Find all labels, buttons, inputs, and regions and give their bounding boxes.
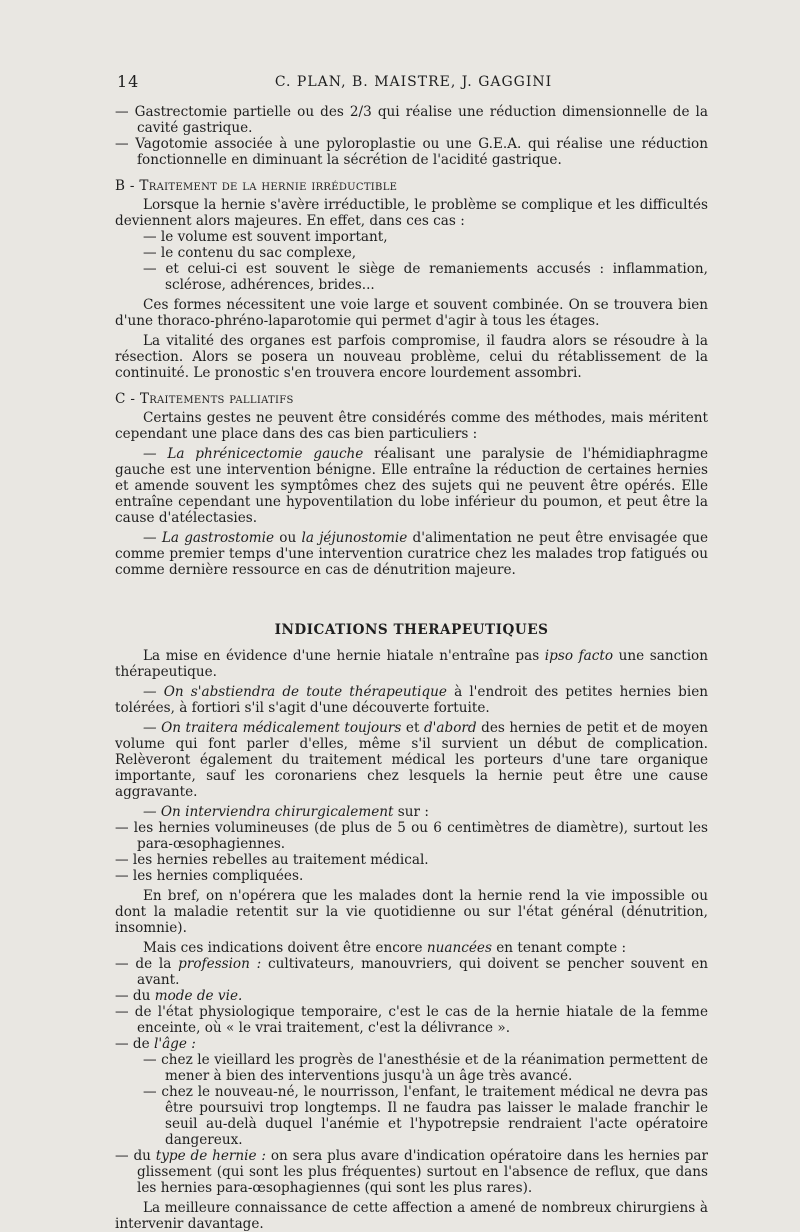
text-run: une sanction thérapeutique. [115, 648, 708, 680]
paragraph [115, 684, 708, 716]
text-run: à l'endroit des petites hernies bien tolérées, à fortiori s'il s'agit d'une découverte fortuite. [115, 684, 708, 716]
sub-list-item: — chez le nouveau-né, le nourrisson, l'enfant, le traitement médical ne devra pas être poursuivi trop longtemps. Il ne faudra pas laisser le malade franchir le seuil au-delà duquel l'anémie et l'hypotrepsie rendraient l'acte opératoire dangereux. [143, 1084, 708, 1148]
intro-item: — Vagotomie associée à une pyloroplastie ou une G.E.A. qui réalise une réduction fonctionnelle en diminuant la sécrétion de l'acidité gastrique. [115, 136, 708, 168]
text-run: sur : [393, 804, 429, 820]
text-run: Mais ces indications doivent être encore [143, 940, 427, 956]
text-run: — du [115, 1148, 156, 1164]
emphasis: type de hernie : [155, 1148, 266, 1164]
paragraph: La vitalité des organes est parfois compromise, il faudra alors se résoudre à la résection. Alors se posera un nouveau problème, celui du rétablissement de la continuité. Le pronostic s'en trouvera encore lourdement assombri. [115, 333, 708, 381]
list-item [115, 1148, 708, 1196]
emphasis: ipso facto [544, 648, 614, 664]
text-run: — de la [115, 956, 179, 972]
emphasis: mode de vie. [154, 988, 243, 1004]
text-run: en tenant compte : [491, 940, 627, 956]
section-title: INDICATIONS THERAPEUTIQUES [274, 622, 549, 638]
section-b-heading: B - Traitement de la hernie irréductible [115, 178, 398, 194]
text-run: — du [115, 988, 155, 1004]
emphasis: — On s'abstiendra de toute thérapeutique [143, 684, 447, 700]
emphasis: nuancées [426, 940, 492, 956]
intro-item: — Gastrectomie partielle ou des 2/3 qui réalise une réduction dimensionnelle de la cavité gastrique. [115, 104, 708, 136]
paragraph [115, 648, 708, 680]
list-item [115, 956, 708, 988]
list-item: — le volume est souvent important, [143, 229, 388, 245]
emphasis: l'âge : [153, 1036, 196, 1052]
emphasis: — On interviendra chirurgicalement [143, 804, 394, 820]
text-run: on sera plus avare d'indication opératoire dans les hernies par glissement (qui sont les plus fréquentes) surtout en l'absence de reflux, que dans les hernies para-œsophagiennes (qui sont les plus rares). [137, 1148, 708, 1196]
paragraph [115, 530, 708, 578]
text-run: — de [115, 1036, 154, 1052]
list-item: — les hernies volumineuses (de plus de 5 ou 6 centimètres de diamètre), surtout les para-œsophagiennes. [115, 820, 708, 852]
emphasis: d'abord [423, 720, 477, 736]
list-item [115, 988, 708, 1004]
list-item [115, 1036, 708, 1052]
text-run: La mise en évidence d'une hernie hiatale n'entraîne pas [143, 648, 545, 664]
emphasis: profession : [178, 956, 262, 972]
emphasis: — La phrénicectomie gauche [143, 446, 364, 462]
emphasis: — On traitera médicalement toujours [143, 720, 402, 736]
paragraph: La meilleure connaissance de cette affection a amené de nombreux chirurgiens à intervenir davantage. [115, 1200, 708, 1232]
text-run: et [401, 720, 424, 736]
text-run: cultivateurs, manouvriers, qui doivent se pencher souvent en avant. [137, 956, 709, 988]
paragraph [115, 720, 708, 800]
list-item: — les hernies compliquées. [115, 868, 304, 884]
text-run: ou [274, 530, 302, 546]
sub-list-item: — chez le vieillard les progrès de l'anesthésie et de la réanimation permettent de mener à bien des interventions jusqu'à un âge très avancé. [143, 1052, 708, 1084]
emphasis: — La gastrostomie [143, 530, 275, 546]
paragraph [115, 804, 708, 820]
text-run: des hernies de petit et de moyen volume qui font parler d'elles, même s'il survient un début de complication. Relèveront également du traitement médical les porteurs d'une tare organique importante, sauf les coronariens chez lesquels la hernie peut être une cause aggravante. [115, 720, 709, 800]
paragraph: Certains gestes ne peuvent être considérés comme des méthodes, mais méritent cependant une place dans des cas bien particuliers : [115, 410, 708, 442]
page-number: 14 [117, 72, 140, 91]
paragraph: En bref, on n'opérera que les malades dont la hernie rend la vie impossible ou dont la maladie retentit sur la vie quotidienne ou sur l'état général (dénutrition, insomnie). [115, 888, 708, 936]
list-item: — de l'état physiologique temporaire, c'est le cas de la hernie hiatale de la femme enceinte, où « le vrai traitement, c'est la délivrance ». [115, 1004, 708, 1036]
text-run: réalisant une paralysie de l'hémidiaphragme gauche est une intervention bénigne. Elle entraîne la réduction de certaines hernies et amende souvent les symptômes chez des sujets qui ne peuvent être opérés. Elle entraîne cependant une hypoventilation du lobe inférieur du poumon, et peut être la cause d'atélectasies. [115, 446, 708, 526]
section-c-heading: C - Traitements palliatifs [115, 391, 294, 407]
paragraph [115, 446, 708, 526]
running-head: C. PLAN, B. MAISTRE, J. GAGGINI [274, 74, 553, 90]
page-header [117, 72, 710, 94]
paragraph: Ces formes nécessitent une voie large et souvent combinée. On se trouvera bien d'une thoraco-phréno-laparotomie qui permet d'agir à tous les étages. [115, 297, 708, 329]
text-column [115, 104, 708, 1232]
list-item: — les hernies rebelles au traitement médical. [115, 852, 429, 868]
list-item: — et celui-ci est souvent le siège de remaniements accusés : inflammation, sclérose, adhérences, brides... [143, 261, 708, 293]
paragraph [115, 940, 708, 956]
list-item: — le contenu du sac complexe, [143, 245, 357, 261]
text-run: d'alimentation ne peut être envisagée que comme premier temps d'une intervention curatrice chez les malades trop fatigués ou comme dernière ressource en cas de dénutrition majeure. [115, 530, 709, 578]
emphasis: la jéjunostomie [301, 530, 408, 546]
paragraph: Lorsque la hernie s'avère irréductible, le problème se complique et les difficultés deviennent alors majeures. En effet, dans ces cas : [115, 197, 708, 229]
